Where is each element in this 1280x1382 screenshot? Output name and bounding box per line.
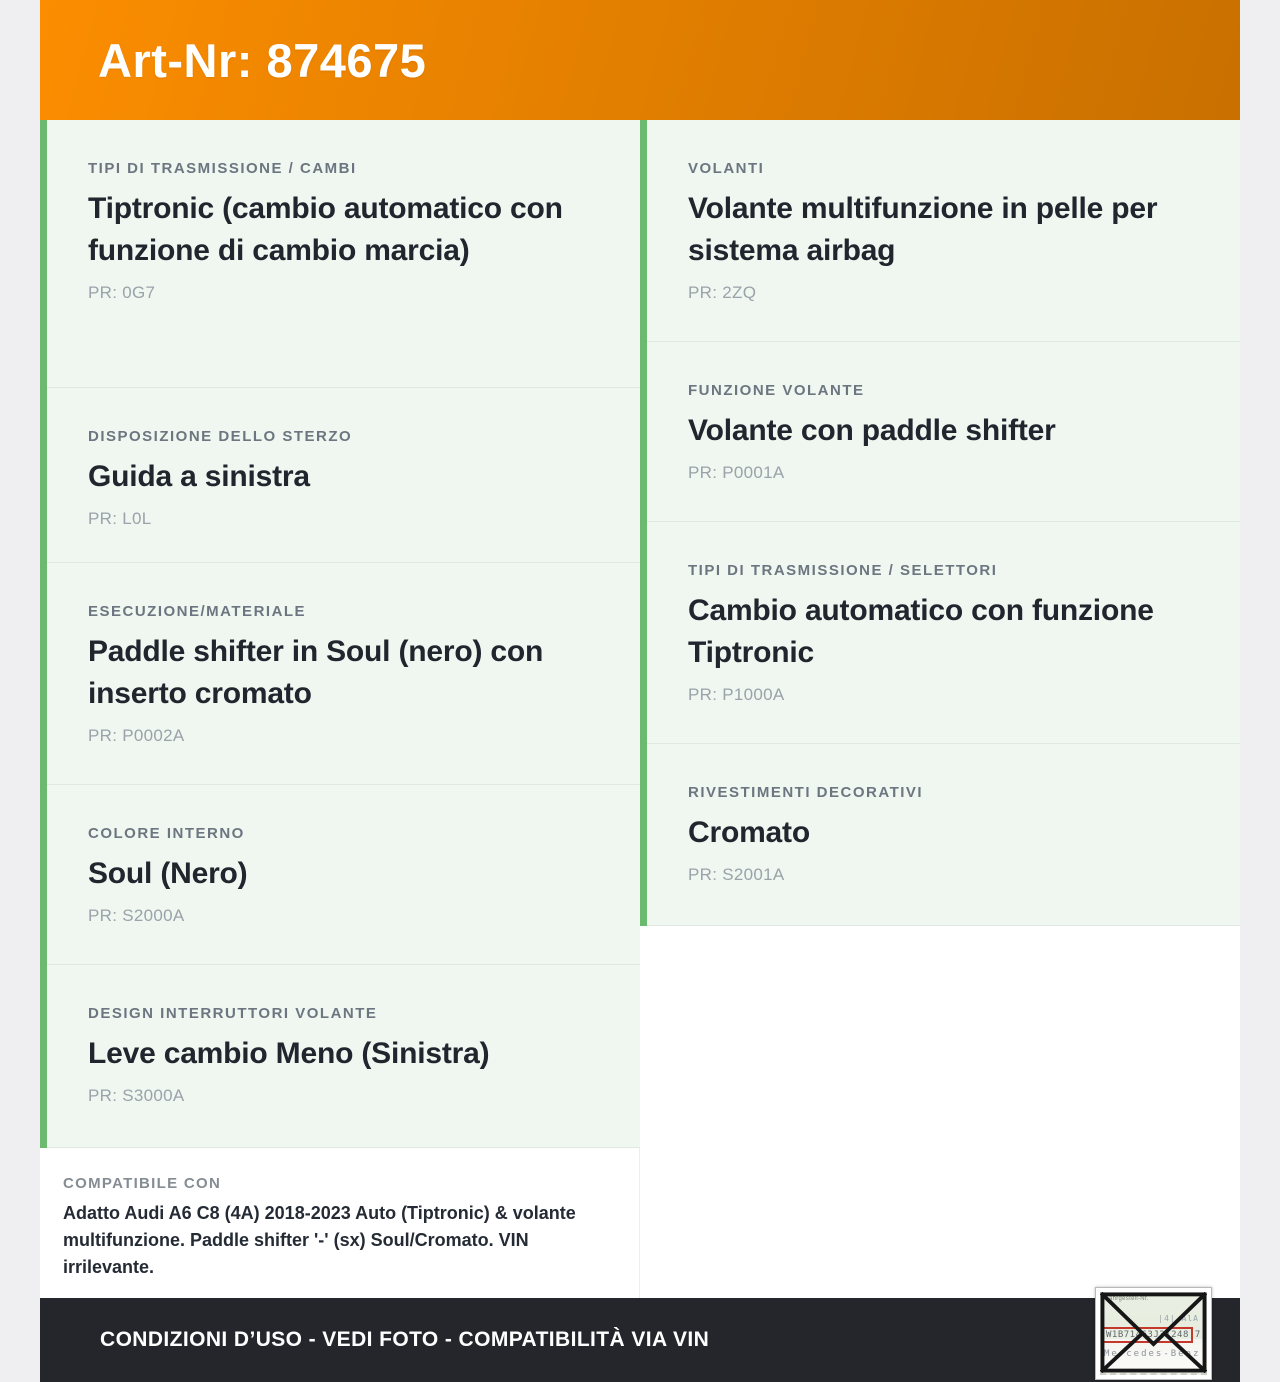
attribute-value: Cromato: [688, 816, 810, 849]
vin-document-photo: [1095, 1287, 1212, 1380]
doc-label: Fahrgestell-Nr.: [1105, 1296, 1149, 1302]
attribute-value: Leve cambio Meno (Sinistra): [88, 1037, 490, 1070]
attribute-category-label: COLORE INTERNO: [88, 825, 245, 842]
attribute-card: [47, 563, 640, 785]
pr-code: PR: S2001A: [688, 865, 785, 884]
pr-code: PR: P1000A: [688, 685, 785, 704]
vin-highlight-box: W1B71463J31248: [1102, 1327, 1193, 1343]
attribute-value: Paddle shifter in Soul (nero) con inserto cromato: [88, 635, 544, 710]
attribute-category-label: VOLANTI: [688, 160, 765, 177]
pr-code: PR: 2ZQ: [688, 283, 757, 302]
footer-notice: CONDIZIONI D’USO - VEDI FOTO - COMPATIBILITÀ VIA VIN: [100, 1328, 710, 1351]
attribute-card: [647, 120, 1240, 342]
empty-area: [640, 926, 1240, 1298]
left-card-stack: [40, 120, 640, 1148]
attribute-category-label: DESIGN INTERRUTTORI VOLANTE: [88, 1005, 378, 1022]
attribute-columns: [40, 120, 1240, 1298]
page-title: Art-Nr: 874675: [98, 33, 427, 87]
attribute-category-label: DISPOSIZIONE DELLO STERZO: [88, 428, 353, 445]
attribute-value: Guida a sinistra: [88, 460, 310, 493]
pr-code: PR: P0001A: [688, 463, 785, 482]
footer-bar: [40, 1298, 1240, 1382]
attribute-card: [647, 342, 1240, 522]
attribute-category-label: FUNZIONE VOLANTE: [688, 382, 865, 399]
attribute-card: [47, 388, 640, 563]
vin-suffix: 7: [1194, 1330, 1201, 1340]
doc-mark: |4| AlA: [1158, 1314, 1199, 1323]
right-card-stack: [640, 120, 1240, 926]
attribute-card: [47, 120, 640, 388]
header-banner: [40, 0, 1240, 120]
attribute-value: Volante con paddle shifter: [688, 414, 1056, 447]
compatibility-card: [40, 1148, 640, 1298]
pr-code: PR: L0L: [88, 509, 152, 528]
pr-code: PR: S2000A: [88, 906, 185, 925]
compatibility-text: Adatto Audi A6 C8 (4A) 2018-2023 Auto (Tiptronic) & volante multifunzione. Paddle shifter '-' (sx) Soul/Cromato. VIN irrilevante.: [63, 1203, 576, 1277]
attribute-value: Cambio automatico con funzione Tiptronic: [688, 594, 1154, 669]
attribute-value: Volante multifunzione in pelle per sistema airbag: [688, 192, 1158, 267]
attribute-card: [47, 965, 640, 1148]
vin-document-paper: [1100, 1292, 1207, 1375]
pr-code: PR: P0002A: [88, 726, 185, 745]
content-area: [40, 0, 1240, 1382]
attribute-category-label: RIVESTIMENTI DECORATIVI: [688, 784, 924, 801]
brand-text: Mercedes-Benz: [1104, 1349, 1201, 1359]
attribute-category-label: TIPI DI TRASMISSIONE / SELETTORI: [688, 562, 998, 579]
attribute-category-label: TIPI DI TRASMISSIONE / CAMBI: [88, 160, 357, 177]
envelope-icon: [1100, 1292, 1207, 1373]
attribute-card: [47, 785, 640, 965]
attribute-category-label: ESECUZIONE/MATERIALE: [88, 603, 307, 620]
attribute-card: [647, 744, 1240, 926]
attribute-value: Tiptronic (cambio automatico con funzione di cambio marcia): [88, 192, 563, 267]
pr-code: PR: 0G7: [88, 283, 156, 302]
left-column: [40, 120, 640, 1298]
compatibility-label: COMPATIBILE CON: [63, 1175, 222, 1192]
pr-code: PR: S3000A: [88, 1086, 185, 1105]
right-column: [640, 120, 1240, 1298]
attribute-value: Soul (Nero): [88, 857, 248, 890]
attribute-card: [647, 522, 1240, 744]
